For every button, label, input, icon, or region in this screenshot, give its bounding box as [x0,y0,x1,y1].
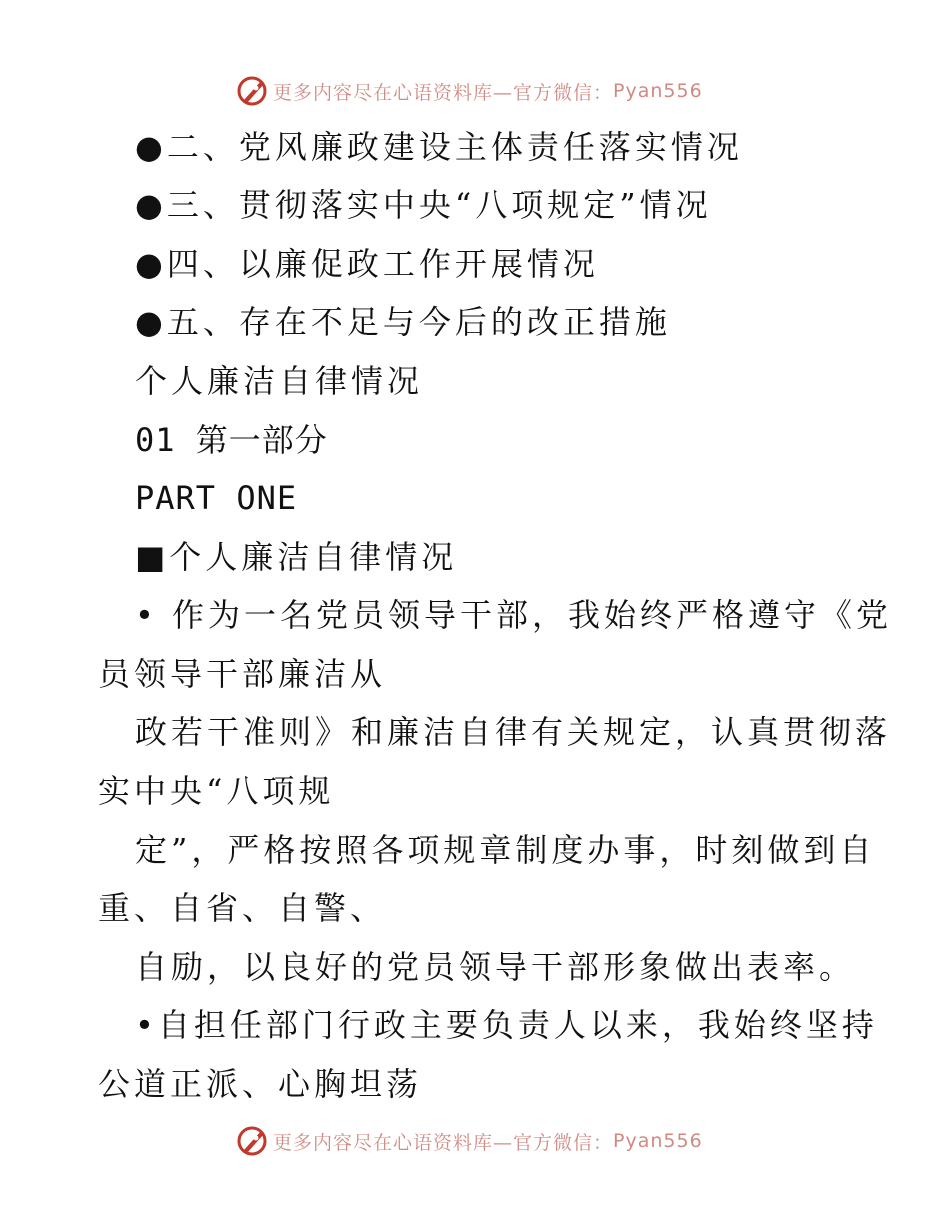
paragraph-line: • 作为一名党员领导干部，我始终严格遵守《党 [135,596,893,634]
paragraph-line: 定”，严格按照各项规章制度办事，时刻做到自 [135,831,876,869]
paragraph-line: 实中央“八项规 [98,772,335,810]
paragraph-line: 政若干准则》和廉洁自律有关规定，认真贯彻落 [135,713,892,751]
outline-item-3: ●三、贯彻落实中央“八项规定”情况 [135,186,712,224]
part-number: 01 第一部分 [135,421,328,459]
section-heading: 个人廉洁自律情况 [135,362,424,400]
watermark-text: 更多内容尽在心语资料库—官方微信： [273,1131,614,1154]
paragraph-line: 公道正派、心胸坦荡 [98,1065,423,1103]
part-label: PART ONE [135,479,298,517]
subsection-title: ■个人廉洁自律情况 [135,538,458,576]
watermark-wechat-id: Pyan556 [613,1130,703,1152]
watermark-text: 更多内容尽在心语资料库—官方微信： [273,81,614,104]
paragraph-line: 重、自省、自警、 [98,889,387,927]
header-watermark [235,74,703,108]
paragraph-line: 自励，以良好的党员领导干部形象做出表率。 [135,948,856,986]
footer-watermark [235,1124,703,1158]
watermark-wechat-id: Pyan556 [613,80,703,102]
paragraph-line: 员领导干部廉洁从 [98,655,387,693]
pen-logo-icon [235,74,269,108]
pen-logo-icon [235,1124,269,1158]
outline-item-4: ●四、以廉促政工作开展情况 [135,245,599,283]
paragraph-line: •自担任部门行政主要负责人以来，我始终坚持 [135,1006,878,1044]
outline-item-5: ●五、存在不足与今后的改正措施 [135,303,671,341]
outline-item-2: ●二、党风廉政建设主体责任落实情况 [135,128,743,166]
